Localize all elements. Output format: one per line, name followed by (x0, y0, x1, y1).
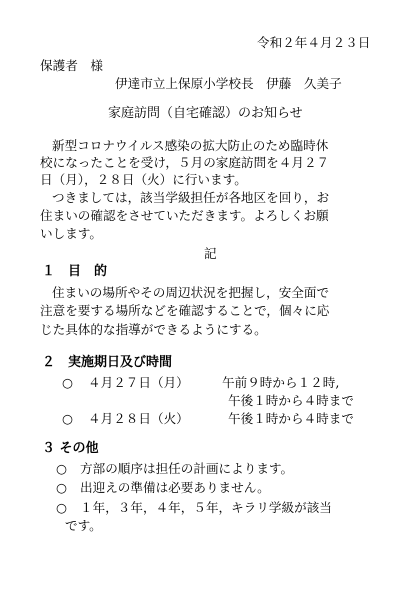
schedule-row2-mark: ○ (62, 411, 73, 426)
other-item1-mark: ○ (56, 461, 67, 476)
other-item2-mark: ○ (56, 480, 67, 495)
intro-p2-line1: つきましては，該当学級担任が各地区を回り，お (52, 190, 330, 205)
schedule-row1-time1: 午前９時から１２時, (222, 375, 340, 390)
other-item3-text-line2: です。 (65, 518, 102, 533)
other-item2-text: 出迎えの準備は必要ありません。 (80, 480, 270, 495)
intro-p2-line2: 住まいの確認をさせていただきます。よろしくお願 (40, 208, 329, 223)
section1-line1: 住まいの場所やその周辺状況を把握し，安全面で (52, 285, 330, 300)
ki-mark: 記 (204, 246, 217, 261)
other-item3-text-line1: １年，３年，４年，５年，キラリ学級が該当 (80, 500, 332, 515)
schedule-row1-mark: ○ (62, 375, 73, 390)
intro-p1-line2: 校になったことを受け，５月の家庭訪問を４月２７ (40, 155, 330, 170)
section1-line2: 注意を要する場所などを確認することで，個々に応 (40, 303, 330, 318)
schedule-row1-time2: 午後１時から４時まで (228, 393, 354, 408)
intro-p1-line3: 日（月），２８日（火）に行います。 (40, 172, 247, 187)
other-item3-mark: ○ (56, 500, 67, 515)
section1-line3: じた具体的な指導ができるようにする。 (40, 322, 267, 337)
section3-heading: ３ その他 (42, 441, 99, 456)
section2-heading: ２ 実施期日及び時間 (42, 355, 173, 370)
recipient: 保護者 様 (40, 58, 103, 73)
schedule-row2-time1: 午後１時から４時まで (228, 411, 354, 426)
schedule-row1-date: ４月２７日（月） (88, 375, 189, 390)
document-title: 家庭訪問（自宅確認）のお知らせ (108, 106, 303, 121)
intro-p2-line3: いします。 (40, 226, 102, 241)
section1-heading: １ 目 的 (42, 264, 108, 279)
intro-p1-line1: 新型コロナウイルス感染の拡大防止のため臨時休 (52, 138, 329, 153)
other-item1-text: 方部の順序は担任の計画によります。 (80, 461, 294, 476)
sender: 伊達市立上保原小学校長 伊藤 久美子 (115, 76, 342, 91)
schedule-row2-date: ４月２８日（火） (88, 411, 189, 426)
issue-date: 令和２年４月２３日 (257, 35, 371, 50)
